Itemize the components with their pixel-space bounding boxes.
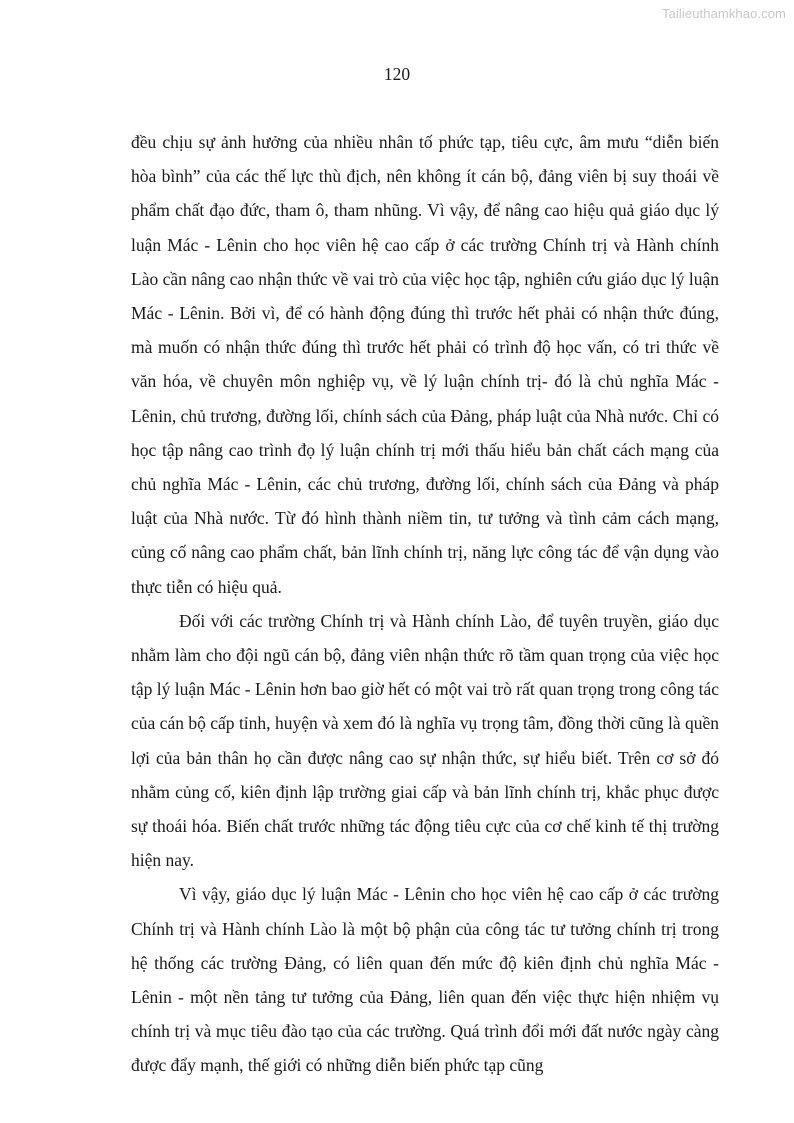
paragraph-2: Đối với các trường Chính trị và Hành chính Lào, để tuyên truyền, giáo dục nhằm làm cho đội ngũ cán bộ, đảng viên nhận thức rõ tầm quan trọng của việc học tập lý luận Mác - Lênin hơn bao giờ hết có một vai trò rất quan trọng trong công tác của cán bộ cấp tỉnh, huyện và xem đó là nghĩa vụ trọng tâm, đồng thời cũng là quền lợi của bản thân họ cần được nâng cao sự nhận thức, sự hiểu biết. Trên cơ sở đó nhằm củng cố, kiên định lập trường giai cấp và bản lĩnh chính trị, khắc phục được sự thoái hóa. Biến chất trước những tác động tiêu cực của cơ chế kinh tế thị trường hiện nay. — [131, 610, 719, 871]
paragraph-3: Vì vậy, giáo dục lý luận Mác - Lênin cho học viên hệ cao cấp ở các trường Chính trị và Hành chính Lào là một bộ phận của công tác tư tưởng chính trị trong hệ thống các trường Đảng, có liên quan đến mức độ kiên định chủ nghĩa Mác - Lênin - một nền tảng tư tưởng của Đảng, liên quan đến việc thực hiện nhiệm vụ chính trị và mục tiêu đào tạo của các trường. Quá trình đổi mới đất nước ngày càng được đẩy mạnh, thế giới có những diễn biến phức tạp cũng — [131, 884, 719, 1076]
paragraph-1: đều chịu sự ảnh hưởng của nhiều nhân tố phức tạp, tiêu cực, âm mưu “diễn biến hòa bình” của các thế lực thù địch, nên không ít cán bộ, đảng viên bị suy thoái về phẩm chất đạo đức, tham ô, tham nhũng. Vì vậy, để nâng cao hiệu quả giáo dục lý luận Mác - Lênin cho học viên hệ cao cấp ở các trường Chính trị và Hành chính Lào cần nâng cao nhận thức về vai trò của việc học tập, nghiên cứu giáo dục lý luận Mác - Lênin. Bởi vì, để có hành động đúng thì trước hết phải có nhận thức đúng, mà muốn có nhận thức đúng thì trước hết phải có trình độ học vấn, có tri thức về văn hóa, về chuyên môn nghiệp vụ, về lý luận chính trị- đó là chủ nghĩa Mác - Lênin, chủ trương, đường lối, chính sách của Đảng, pháp luật của Nhà nước. Chỉ có học tập nâng cao trình đọ lý luận chính trị mới thấu hiểu bản chất cách mạng của chủ nghĩa Mác - Lênin, các chủ trương, đường lối, chính sách của Đảng và pháp luật của Nhà nước. Từ đó hình thành niềm tin, tư tưởng và tình cảm cách mạng, củng cố nâng cao phẩm chất, bản lĩnh chính trị, năng lực công tác để vận dụng vào thực tiễn có hiệu quả. — [131, 132, 719, 597]
page-number: 120 — [383, 64, 411, 84]
watermark: Tailieuthamkhao.com — [661, 6, 786, 21]
document-body — [131, 125, 719, 1083]
